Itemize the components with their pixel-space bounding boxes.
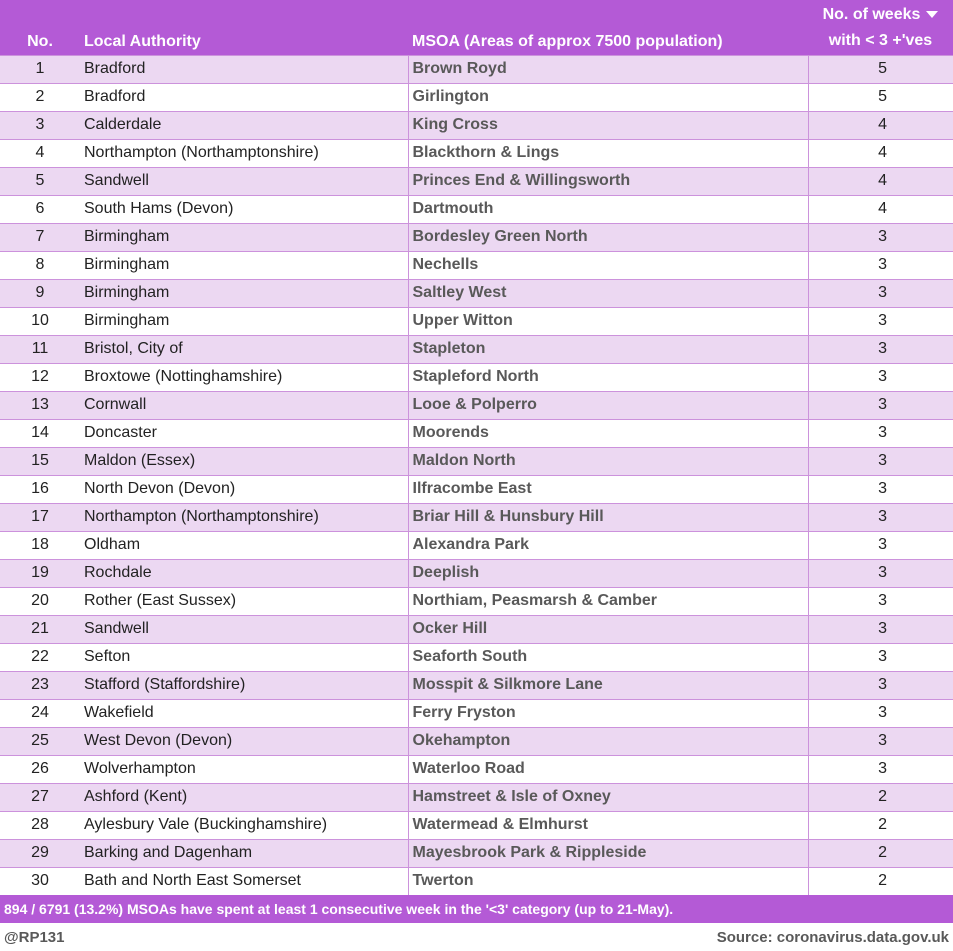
row-no: 16	[0, 475, 80, 503]
row-local-authority: West Devon (Devon)	[80, 727, 408, 755]
row-no: 7	[0, 223, 80, 251]
row-weeks: 3	[808, 419, 953, 447]
table-row	[0, 839, 953, 867]
row-msoa: Waterloo Road	[408, 755, 808, 783]
row-msoa: Ilfracombe East	[408, 475, 808, 503]
row-local-authority: Birmingham	[80, 223, 408, 251]
row-weeks: 4	[808, 167, 953, 195]
row-local-authority: Barking and Dagenham	[80, 839, 408, 867]
row-local-authority: Sefton	[80, 643, 408, 671]
row-msoa: Mosspit & Silkmore Lane	[408, 671, 808, 699]
row-msoa: Alexandra Park	[408, 531, 808, 559]
row-weeks: 3	[808, 279, 953, 307]
row-no: 4	[0, 139, 80, 167]
row-no: 18	[0, 531, 80, 559]
row-local-authority: Northampton (Northamptonshire)	[80, 139, 408, 167]
row-msoa: King Cross	[408, 111, 808, 139]
row-local-authority: Northampton (Northamptonshire)	[80, 503, 408, 531]
row-no: 1	[0, 55, 80, 83]
row-local-authority: Rother (East Sussex)	[80, 587, 408, 615]
row-msoa: Princes End & Willingsworth	[408, 167, 808, 195]
row-no: 12	[0, 363, 80, 391]
source-credit: Source: coronavirus.data.gov.uk	[716, 929, 949, 946]
row-weeks: 3	[808, 755, 953, 783]
chevron-down-icon[interactable]	[926, 11, 938, 18]
row-weeks: 4	[808, 139, 953, 167]
row-weeks: 3	[808, 727, 953, 755]
row-local-authority: Birmingham	[80, 307, 408, 335]
row-local-authority: Wolverhampton	[80, 755, 408, 783]
table-row	[0, 671, 953, 699]
table-row	[0, 391, 953, 419]
row-local-authority: Sandwell	[80, 615, 408, 643]
row-weeks: 3	[808, 615, 953, 643]
table-row	[0, 83, 953, 111]
row-weeks: 3	[808, 475, 953, 503]
table-row	[0, 475, 953, 503]
table-row	[0, 251, 953, 279]
table-row	[0, 419, 953, 447]
row-local-authority: Maldon (Essex)	[80, 447, 408, 475]
row-local-authority: Doncaster	[80, 419, 408, 447]
row-weeks: 5	[808, 55, 953, 83]
table-row	[0, 783, 953, 811]
row-weeks: 3	[808, 503, 953, 531]
row-local-authority: Calderdale	[80, 111, 408, 139]
row-weeks: 3	[808, 391, 953, 419]
table-row	[0, 615, 953, 643]
row-weeks: 3	[808, 531, 953, 559]
row-local-authority: North Devon (Devon)	[80, 475, 408, 503]
row-weeks: 3	[808, 559, 953, 587]
row-no: 21	[0, 615, 80, 643]
row-weeks: 5	[808, 83, 953, 111]
row-no: 24	[0, 699, 80, 727]
table-row	[0, 55, 953, 83]
row-weeks: 3	[808, 699, 953, 727]
row-local-authority: Broxtowe (Nottinghamshire)	[80, 363, 408, 391]
row-weeks: 2	[808, 867, 953, 895]
row-no: 28	[0, 811, 80, 839]
table-row	[0, 503, 953, 531]
row-no: 3	[0, 111, 80, 139]
row-no: 13	[0, 391, 80, 419]
table-row	[0, 727, 953, 755]
row-local-authority: Bradford	[80, 55, 408, 83]
row-no: 14	[0, 419, 80, 447]
row-msoa: Northiam, Peasmarsh & Camber	[408, 587, 808, 615]
row-msoa: Stapleford North	[408, 363, 808, 391]
row-msoa: Bordesley Green North	[408, 223, 808, 251]
row-no: 26	[0, 755, 80, 783]
row-weeks: 3	[808, 671, 953, 699]
row-no: 8	[0, 251, 80, 279]
row-msoa: Moorends	[408, 419, 808, 447]
row-msoa: Upper Witton	[408, 307, 808, 335]
summary-note: 894 / 6791 (13.2%) MSOAs have spent at least 1 consecutive week in the '<3' category (up to 21-May).	[0, 895, 953, 923]
row-weeks: 3	[808, 643, 953, 671]
row-no: 27	[0, 783, 80, 811]
row-msoa: Mayesbrook Park & Rippleside	[408, 839, 808, 867]
table-row	[0, 335, 953, 363]
row-no: 15	[0, 447, 80, 475]
row-msoa: Maldon North	[408, 447, 808, 475]
row-weeks: 4	[808, 111, 953, 139]
row-no: 2	[0, 83, 80, 111]
row-msoa: Ferry Fryston	[408, 699, 808, 727]
table-row	[0, 195, 953, 223]
row-weeks: 3	[808, 447, 953, 475]
row-weeks: 3	[808, 587, 953, 615]
row-local-authority: Bath and North East Somerset	[80, 867, 408, 895]
row-local-authority: Bradford	[80, 83, 408, 111]
row-local-authority: Bristol, City of	[80, 335, 408, 363]
row-msoa: Watermead & Elmhurst	[408, 811, 808, 839]
table-row	[0, 587, 953, 615]
header-weeks[interactable]	[808, 0, 953, 55]
row-msoa: Hamstreet & Isle of Oxney	[408, 783, 808, 811]
row-local-authority: South Hams (Devon)	[80, 195, 408, 223]
row-local-authority: Oldham	[80, 531, 408, 559]
row-no: 6	[0, 195, 80, 223]
row-msoa: Looe & Polperro	[408, 391, 808, 419]
table-row	[0, 531, 953, 559]
table-row	[0, 307, 953, 335]
row-no: 30	[0, 867, 80, 895]
row-no: 22	[0, 643, 80, 671]
row-local-authority: Cornwall	[80, 391, 408, 419]
row-msoa: Briar Hill & Hunsbury Hill	[408, 503, 808, 531]
row-no: 20	[0, 587, 80, 615]
row-no: 11	[0, 335, 80, 363]
table-row	[0, 643, 953, 671]
header-msoa: MSOA (Areas of approx 7500 population)	[412, 32, 723, 50]
row-no: 23	[0, 671, 80, 699]
row-local-authority: Sandwell	[80, 167, 408, 195]
row-msoa: Seaforth South	[408, 643, 808, 671]
row-local-authority: Birmingham	[80, 279, 408, 307]
row-weeks: 2	[808, 783, 953, 811]
table-row	[0, 699, 953, 727]
table-body	[0, 55, 953, 895]
row-msoa: Blackthorn & Lings	[408, 139, 808, 167]
row-msoa: Stapleton	[408, 335, 808, 363]
row-no: 17	[0, 503, 80, 531]
table-header-row	[0, 0, 953, 55]
table-row	[0, 167, 953, 195]
row-weeks: 3	[808, 307, 953, 335]
table-row	[0, 755, 953, 783]
row-local-authority: Aylesbury Vale (Buckinghamshire)	[80, 811, 408, 839]
author-credit: @RP131	[4, 929, 65, 946]
row-msoa: Girlington	[408, 83, 808, 111]
row-weeks: 3	[808, 363, 953, 391]
row-no: 5	[0, 167, 80, 195]
row-no: 25	[0, 727, 80, 755]
row-weeks: 3	[808, 251, 953, 279]
row-no: 10	[0, 307, 80, 335]
table-row	[0, 447, 953, 475]
header-weeks-line1-text: No. of weeks	[822, 5, 921, 23]
header-weeks-line2: with < 3 +'ves	[828, 31, 933, 49]
row-local-authority: Ashford (Kent)	[80, 783, 408, 811]
row-local-authority: Birmingham	[80, 251, 408, 279]
table-row	[0, 139, 953, 167]
row-msoa: Saltley West	[408, 279, 808, 307]
header-weeks-line1	[812, 2, 949, 28]
row-msoa: Nechells	[408, 251, 808, 279]
row-msoa: Brown Royd	[408, 55, 808, 83]
table-row	[0, 867, 953, 895]
row-local-authority: Rochdale	[80, 559, 408, 587]
table-row	[0, 559, 953, 587]
row-local-authority: Stafford (Staffordshire)	[80, 671, 408, 699]
row-msoa: Dartmouth	[408, 195, 808, 223]
row-weeks: 3	[808, 223, 953, 251]
table-row	[0, 363, 953, 391]
row-msoa: Twerton	[408, 867, 808, 895]
row-msoa: Ocker Hill	[408, 615, 808, 643]
row-no: 19	[0, 559, 80, 587]
row-local-authority: Wakefield	[80, 699, 408, 727]
row-weeks: 2	[808, 811, 953, 839]
row-weeks: 4	[808, 195, 953, 223]
table-row	[0, 111, 953, 139]
table-row	[0, 223, 953, 251]
row-no: 9	[0, 279, 80, 307]
header-no: No.	[27, 32, 53, 50]
row-weeks: 2	[808, 839, 953, 867]
row-msoa: Okehampton	[408, 727, 808, 755]
table-row	[0, 811, 953, 839]
header-local-authority: Local Authority	[84, 32, 201, 50]
row-no: 29	[0, 839, 80, 867]
table-row	[0, 279, 953, 307]
row-msoa: Deeplish	[408, 559, 808, 587]
row-weeks: 3	[808, 335, 953, 363]
